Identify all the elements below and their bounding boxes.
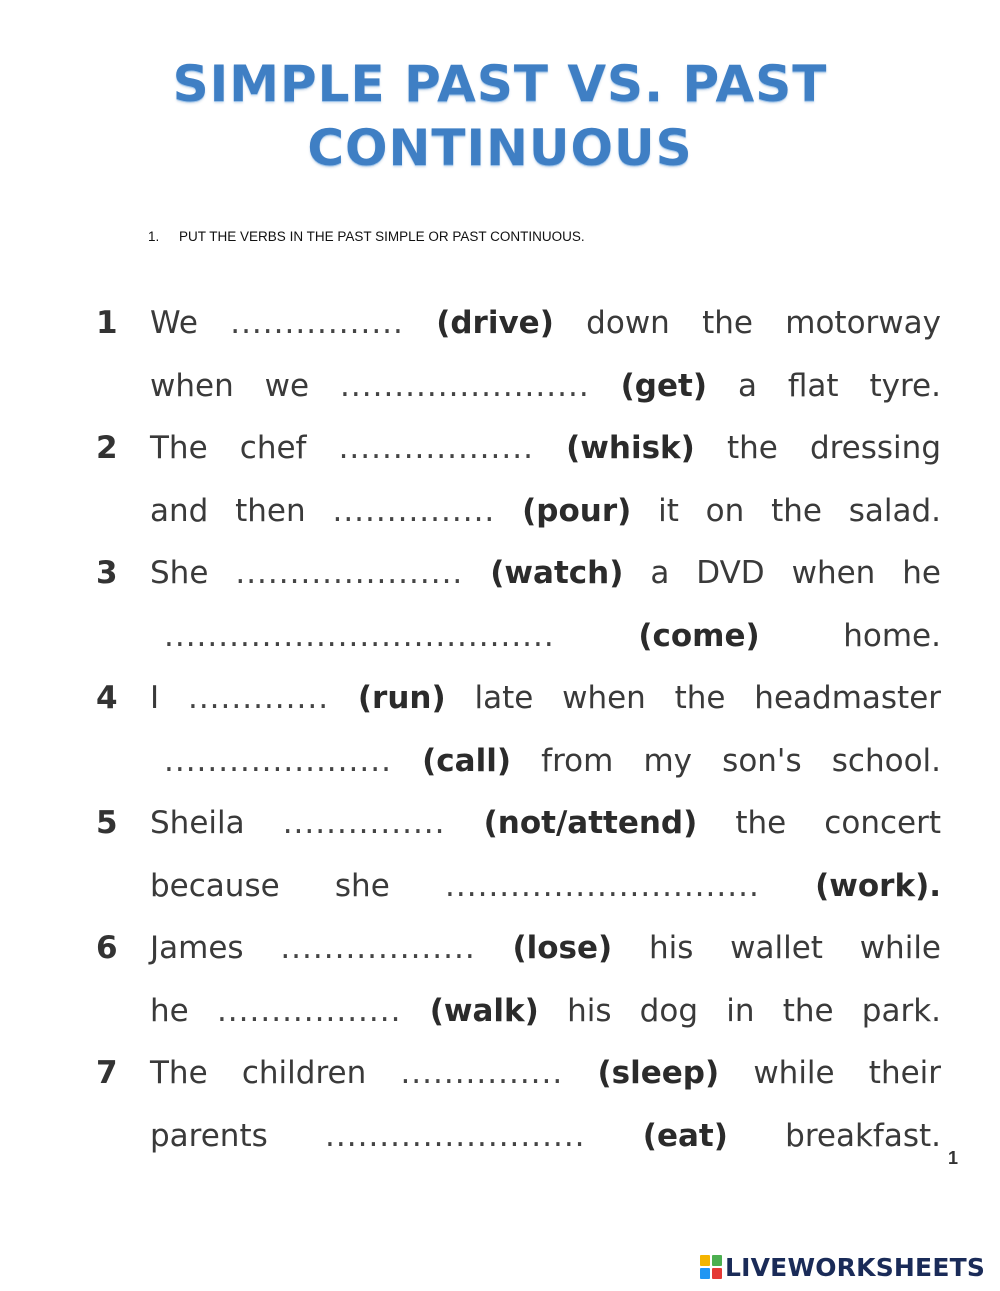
- logo-square: [712, 1268, 722, 1279]
- verb-hint: (drive): [436, 305, 554, 341]
- liveworksheets-logo[interactable]: [700, 1250, 985, 1284]
- verb-hint: (work).: [815, 867, 942, 904]
- item-line: [96, 605, 941, 668]
- verb-hint: (run): [357, 680, 446, 716]
- answer-blank[interactable]: ................: [230, 305, 404, 341]
- item-line: [96, 980, 941, 1043]
- text-fragment: James: [150, 930, 244, 966]
- exercise-item: [96, 667, 941, 792]
- item-number: 7: [96, 1055, 118, 1091]
- exercise-item: [96, 1042, 941, 1167]
- title-line-1: SIMPLE PAST VS. PAST: [172, 55, 828, 113]
- item-line: [96, 1042, 941, 1105]
- text-fragment: breakfast.: [785, 1117, 942, 1154]
- exercise-item: [96, 542, 941, 667]
- verb-hint: (call): [422, 742, 511, 779]
- text-fragment: I: [150, 680, 160, 716]
- item-line: [96, 855, 941, 918]
- text-fragment: his dog in the park.: [567, 992, 942, 1029]
- item-line: [96, 730, 941, 793]
- text-fragment: while their: [753, 1055, 942, 1091]
- exercise-item: [96, 292, 941, 417]
- exercise-list: [96, 292, 941, 1167]
- answer-blank[interactable]: .................: [216, 992, 402, 1029]
- text-fragment: because she: [150, 867, 390, 904]
- item-line: [96, 667, 941, 730]
- verb-hint: (get): [620, 367, 707, 404]
- verb-hint: (eat): [642, 1117, 728, 1154]
- verb-hint: (pour): [522, 492, 632, 529]
- verb-hint: (sleep): [597, 1055, 720, 1091]
- brand-text: LIVEWORKSHEETS: [725, 1252, 986, 1282]
- text-fragment: Sheila: [150, 805, 245, 841]
- item-line: [96, 292, 941, 355]
- instruction-number: 1.: [148, 229, 160, 244]
- verb-hint: (come): [638, 617, 760, 654]
- text-fragment: he: [150, 992, 189, 1029]
- answer-blank[interactable]: ...............: [332, 492, 496, 529]
- text-fragment: late when the headmaster: [474, 680, 942, 716]
- text-fragment: The chef: [150, 430, 307, 466]
- answer-blank[interactable]: .......................: [340, 367, 590, 404]
- logo-square: [700, 1268, 710, 1279]
- text-fragment: the dressing: [726, 430, 941, 466]
- verb-hint: (watch): [490, 555, 624, 591]
- liveworksheets-icon: [700, 1255, 722, 1279]
- text-fragment: She: [150, 555, 209, 591]
- text-fragment: and then: [150, 492, 306, 529]
- item-line: [96, 417, 941, 480]
- item-line: [96, 355, 941, 418]
- worksheet-title: [0, 52, 1000, 180]
- exercise-item: [96, 417, 941, 542]
- answer-blank[interactable]: .............: [187, 680, 330, 716]
- title-line-2: CONTINUOUS: [307, 119, 693, 177]
- text-fragment: parents: [150, 1117, 268, 1154]
- verb-hint: (walk): [429, 992, 539, 1029]
- answer-blank[interactable]: ........................: [325, 1117, 586, 1154]
- text-fragment: it on the salad.: [658, 492, 942, 529]
- answer-blank[interactable]: .....................: [235, 555, 464, 591]
- verb-hint: (not/attend): [483, 805, 698, 841]
- verb-hint: (lose): [512, 930, 613, 966]
- answer-blank[interactable]: ....................................: [164, 617, 555, 654]
- answer-blank[interactable]: ..................: [280, 930, 476, 966]
- logo-square: [700, 1255, 710, 1266]
- text-fragment: his wallet while: [648, 930, 942, 966]
- answer-blank[interactable]: .....................: [164, 742, 392, 779]
- item-number: 5: [96, 805, 118, 841]
- item-line: [96, 542, 941, 605]
- item-line: [96, 917, 941, 980]
- page-mark: 1: [948, 1148, 959, 1168]
- item-number: 3: [96, 555, 118, 591]
- logo-square: [712, 1255, 722, 1266]
- exercise-item: [96, 917, 941, 1042]
- text-fragment: We: [150, 305, 198, 341]
- answer-blank[interactable]: .............................: [445, 867, 760, 904]
- instruction-text: PUT THE VERBS IN THE PAST SIMPLE OR PAST CONTINUOUS.: [179, 229, 585, 244]
- item-line: [96, 1105, 941, 1168]
- item-number: 1: [96, 305, 118, 341]
- item-number: 2: [96, 430, 118, 466]
- text-fragment: when we: [150, 367, 310, 404]
- exercise-item: [96, 792, 941, 917]
- text-fragment: a DVD when he: [650, 555, 941, 591]
- text-fragment: home.: [843, 617, 941, 654]
- answer-blank[interactable]: ...............: [400, 1055, 564, 1091]
- text-fragment: from my son's school.: [541, 742, 942, 779]
- answer-blank[interactable]: ..................: [338, 430, 534, 466]
- item-number: 6: [96, 930, 118, 966]
- item-line: [96, 480, 941, 543]
- item-number: 4: [96, 680, 118, 716]
- instruction: [148, 229, 585, 244]
- text-fragment: the concert: [735, 805, 941, 841]
- answer-blank[interactable]: ...............: [282, 805, 446, 841]
- text-fragment: down the motorway: [586, 305, 941, 341]
- verb-hint: (whisk): [566, 430, 695, 466]
- item-line: [96, 792, 941, 855]
- text-fragment: a flat tyre.: [737, 367, 941, 404]
- text-fragment: The children: [150, 1055, 367, 1091]
